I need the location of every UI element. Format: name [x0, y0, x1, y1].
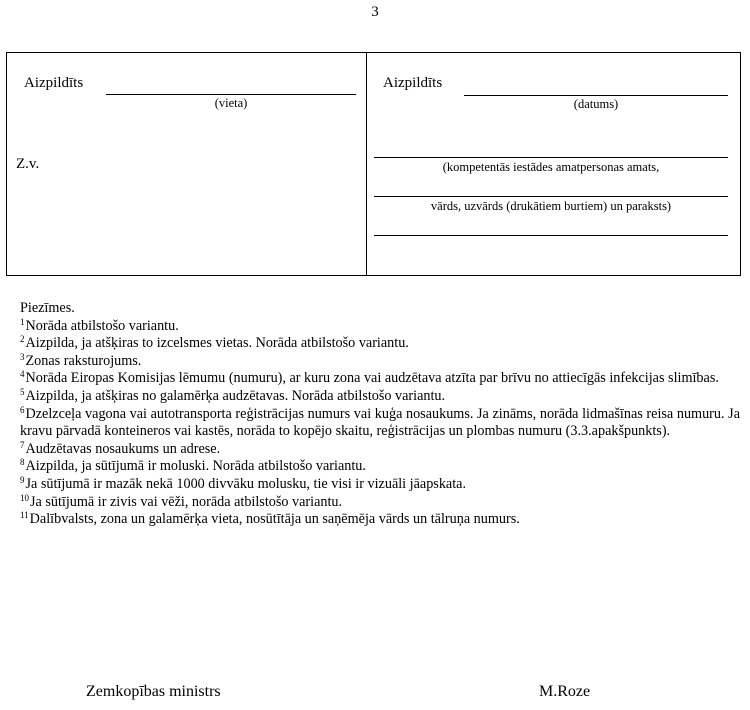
note-item: [20, 476, 740, 494]
note-number: 4: [20, 369, 25, 380]
note-item: [20, 494, 740, 512]
note-number: 10: [20, 492, 29, 503]
date-line: [464, 95, 728, 96]
note-text: Dzelzceļa vagona vai autotransporta reģistrācijas numurs vai kuģa nosaukums. Ja zināms, norāda lidmašīnas reisa numuru. Ja kravu pārvadā konteineros vai kastēs, norāda to kopējo skaitu, reģistrācijas un plombas numuru (3.3.apakšpunkts).: [20, 405, 740, 440]
note-text: Aizpilda, ja atšķiras no galamērķa audzētavas. Norāda atbilstošo variantu.: [25, 387, 446, 404]
official-line-3: [374, 235, 728, 236]
note-number: 3: [20, 351, 25, 362]
note-text: Aizpilda, ja sūtījumā ir moluski. Norāda atbilstošo variantu.: [25, 458, 366, 475]
note-text: Ja sūtījumā ir zivis vai vēži, norāda atbilstošo variantu.: [30, 493, 343, 510]
note-number: 8: [20, 457, 25, 468]
note-text: Aizpilda, ja atšķiras to izcelsmes vietas. Norāda atbilstošo variantu.: [25, 335, 409, 352]
note-item: [20, 370, 740, 388]
note-number: 9: [20, 474, 25, 485]
note-text: Ja sūtījumā ir mazāk nekā 1000 divvāku molusku, tie visi ir vizuāli jāapskata.: [25, 475, 466, 492]
note-item: [20, 388, 740, 406]
note-item: [20, 458, 740, 476]
note-number: 1: [20, 316, 25, 327]
notes-heading: Piezīmes.: [20, 300, 75, 316]
note-text: Dalībvalsts, zona un galamērķa vieta, nosūtītāja un saņēmēja vārds un tālruņa numurs.: [29, 511, 520, 528]
left-filled-label: Aizpildīts: [24, 75, 84, 91]
note-item: [20, 353, 740, 371]
form-divider: [366, 52, 367, 276]
note-item: [20, 511, 740, 529]
note-number: 5: [20, 386, 25, 397]
right-filled-label: Aizpildīts: [383, 75, 443, 91]
notes: [20, 300, 740, 529]
place-line: [106, 94, 356, 95]
page-number: 3: [371, 4, 379, 20]
official-line-2: [374, 196, 728, 197]
place-caption: (vieta): [214, 96, 248, 110]
note-item: [20, 318, 740, 336]
note-item: [20, 335, 740, 353]
note-number: 11: [20, 510, 29, 521]
date-caption: (datums): [573, 97, 619, 111]
official-caption-2: vārds, uzvārds (drukātiem burtiem) un paraksts): [430, 199, 672, 213]
note-text: Norāda atbilstošo variantu.: [25, 317, 179, 334]
seal-label: Z.v.: [16, 156, 40, 172]
official-line-1: [374, 157, 728, 158]
note-number: 2: [20, 334, 25, 345]
note-text: Zonas raksturojums.: [25, 352, 142, 369]
minister-title: Zemkopības ministrs: [86, 683, 221, 700]
minister-name: M.Roze: [539, 683, 591, 700]
note-number: 6: [20, 404, 25, 415]
note-item: [20, 441, 740, 459]
note-text: Audzētavas nosaukums un adrese.: [25, 440, 221, 457]
note-text: Norāda Eiropas Komisijas lēmumu (numuru), ar kuru zona vai audzētava atzīta par brīvu no attiecīgās infekcijas slimības.: [25, 370, 719, 387]
note-number: 7: [20, 439, 25, 450]
note-item: [20, 406, 740, 441]
official-caption-1: (kompetentās iestādes amatpersonas amats,: [442, 160, 660, 174]
